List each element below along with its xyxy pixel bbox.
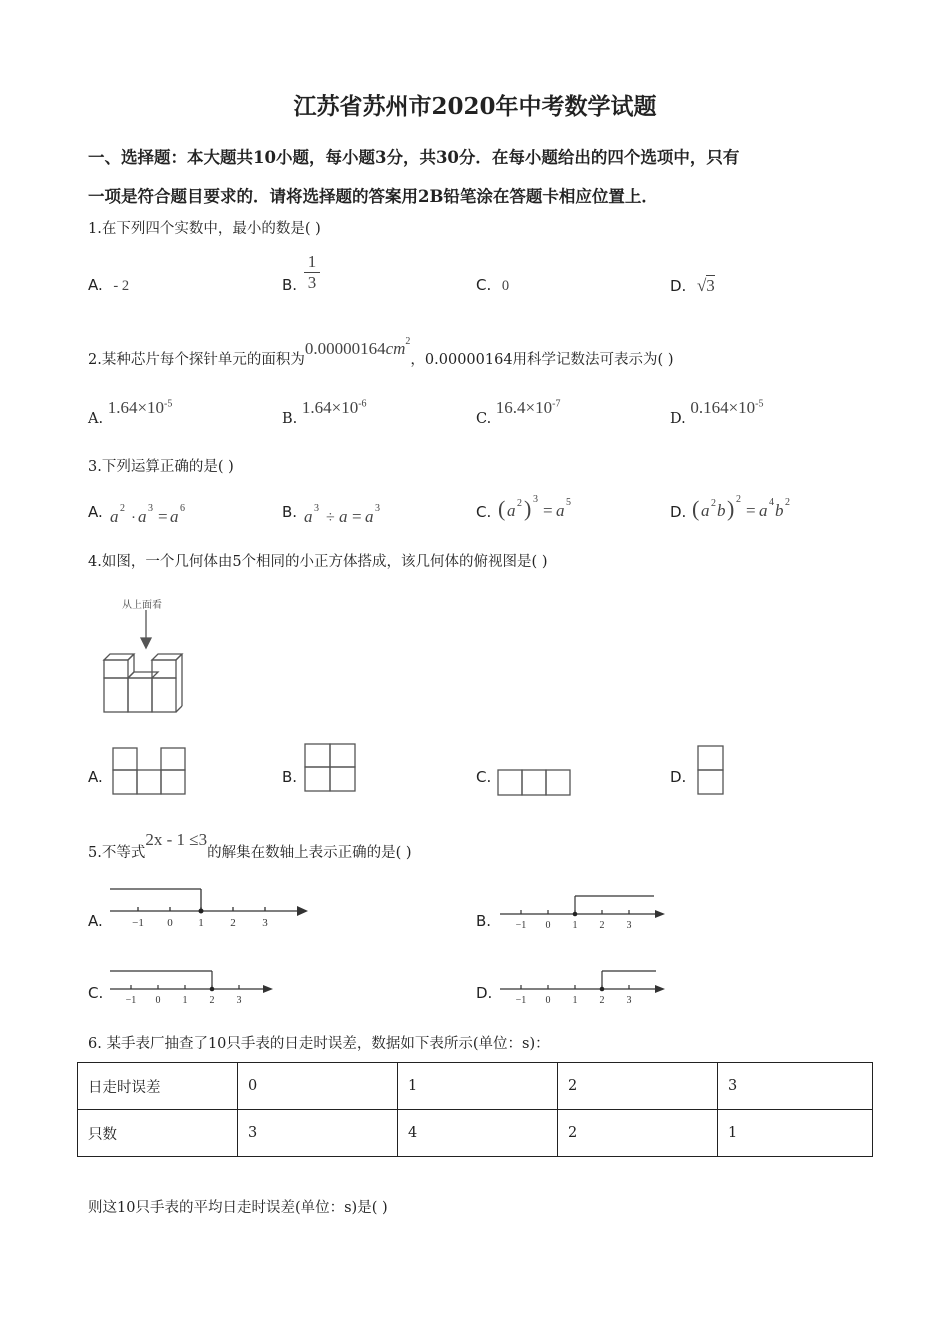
q1-option-b[interactable] (282, 276, 297, 294)
option-label: A. (88, 912, 103, 930)
q1-c-value: 0 (501, 278, 510, 294)
tick-label: −1 (132, 917, 144, 929)
q1-stem: 1.在下列四个实数中，最小的数是( ) (88, 221, 321, 237)
q2-option-b[interactable] (282, 398, 367, 428)
tick-label: 2 (209, 995, 215, 1006)
option-label: C. (476, 276, 492, 294)
table-cell: 0 (238, 1063, 398, 1110)
q3-c-formula (496, 490, 586, 530)
q2-option-a[interactable] (88, 398, 173, 428)
tick-label: −1 (125, 995, 137, 1006)
option-label: D. (670, 503, 687, 521)
svg-text:b: b (717, 501, 726, 520)
svg-text:2: 2 (785, 497, 790, 508)
q1-option-c[interactable] (476, 276, 509, 295)
svg-text:a: a (304, 507, 313, 526)
table-cell: 1 (718, 1110, 873, 1157)
option-label: A. (88, 768, 103, 786)
tick-label: 1 (198, 917, 204, 929)
option-label: D. (670, 277, 687, 295)
svg-text:a: a (138, 507, 147, 526)
svg-text:): ) (524, 496, 532, 521)
q4-option-a[interactable] (88, 768, 103, 786)
svg-text:): ) (727, 496, 735, 521)
q2-stem-post: ，0.00000164用科学记数法可表示为( ) (410, 352, 674, 368)
times-ten: ×10 (728, 398, 756, 417)
q5-stem-pre: 5.不等式 (88, 845, 146, 861)
q6-stem: 6. 某手表厂抽查了10只手表的日走时误差，数据如下表所示(单位：s)： (88, 1036, 550, 1052)
option-label: D. (670, 411, 686, 427)
q5-a-numberline (105, 882, 315, 932)
svg-text:3: 3 (533, 494, 538, 505)
option-label: B. (282, 276, 298, 294)
option-label: A. (88, 411, 104, 427)
tick-label: 3 (626, 920, 632, 931)
q5-option-b[interactable] (476, 912, 491, 930)
svg-text:a: a (701, 501, 710, 520)
svg-text:a: a (556, 501, 565, 520)
tick-label: 2 (230, 917, 236, 929)
table-cell: 2 (558, 1063, 718, 1110)
q4-stem: 4.如图，一个几何体由5个相同的小正方体搭成，该几何体的俯视图是( ) (88, 554, 548, 570)
mantissa: 1.64 (107, 398, 138, 417)
q5-stem-post: 的解集在数轴上表示正确的是( ) (207, 845, 412, 861)
svg-text:2: 2 (120, 503, 125, 514)
q3-a-formula (108, 498, 198, 530)
tick-label: −1 (515, 920, 527, 931)
svg-text:a: a (110, 507, 119, 526)
q4-b-view (304, 743, 358, 793)
tick-label: 0 (545, 995, 551, 1006)
option-label: C. (88, 984, 104, 1002)
q2-unit-exp: 2 (405, 336, 411, 348)
option-label: C. (476, 411, 492, 427)
fraction-numerator: 1 (304, 252, 320, 273)
svg-text:=: = (158, 507, 168, 526)
q1-b-fraction (304, 252, 320, 293)
option-label: C. (476, 503, 492, 521)
option-label: A. (88, 276, 103, 294)
tick-label: 3 (262, 917, 268, 929)
svg-text:a: a (170, 507, 179, 526)
svg-text:a: a (507, 501, 516, 520)
q6-followup: 则这10只手表的平均日走时误差(单位：s)是( ) (88, 1200, 388, 1216)
option-label: D. (670, 768, 687, 786)
table-cell: 3 (238, 1110, 398, 1157)
svg-text:6: 6 (180, 503, 185, 514)
option-label: D. (476, 984, 493, 1002)
q2-option-d[interactable] (670, 398, 764, 428)
svg-text:(: ( (692, 496, 700, 521)
tick-label: 0 (155, 995, 161, 1006)
q4-option-d[interactable] (670, 768, 686, 786)
exponent: -7 (552, 398, 561, 410)
q5-option-c[interactable] (88, 984, 103, 1002)
svg-text:2: 2 (736, 494, 741, 505)
q3-b-formula (302, 498, 392, 530)
tick-label: 3 (236, 995, 242, 1006)
section-header-line2: 一项是符合题目要求的．请将选择题的答案用2B铅笔涂在答题卡相应位置上． (88, 187, 658, 206)
table-row (78, 1063, 873, 1110)
table-cell: 只数 (78, 1110, 238, 1157)
svg-text:2: 2 (711, 498, 716, 509)
q1-d-radicand: 3 (706, 276, 715, 295)
section-header-line1: 一、选择题：本大题共10小题，每小题3分，共30分．在每小题给出的四个选项中，只有 (88, 148, 740, 167)
q1-option-a[interactable] (88, 276, 129, 295)
tick-label: 0 (545, 920, 551, 931)
svg-text:b: b (775, 501, 784, 520)
svg-text:(: ( (498, 496, 506, 521)
q5-d-numberline (498, 967, 670, 1009)
exponent: -5 (755, 398, 764, 410)
error-table (77, 1062, 873, 1157)
q3-d-formula (690, 490, 810, 530)
svg-text:÷: ÷ (326, 509, 335, 526)
mantissa: 0.164 (690, 398, 729, 417)
svg-text:=: = (543, 501, 553, 520)
q2-value: 0.00000164 (304, 339, 386, 358)
tick-label: 1 (182, 995, 188, 1006)
q2-stem (88, 336, 674, 369)
tick-label: 3 (626, 995, 632, 1006)
q2-option-c[interactable] (476, 398, 561, 428)
q4-option-c[interactable] (476, 768, 491, 786)
table-cell: 日走时误差 (78, 1063, 238, 1110)
svg-text:3: 3 (314, 503, 319, 514)
option-label: B. (282, 503, 298, 521)
exponent: -5 (164, 398, 173, 410)
mantissa: 1.64 (301, 398, 332, 417)
q4-d-view (697, 745, 725, 797)
q5-b-numberline (498, 892, 670, 934)
q5-option-a[interactable] (88, 912, 103, 930)
q4-a-view (112, 747, 190, 797)
q3-stem: 3.下列运算正确的是( ) (88, 459, 234, 475)
q3-option-a[interactable] (88, 503, 103, 521)
q2-unit: cm (385, 339, 406, 358)
page-title: 江苏省苏州市2020年中考数学试题 (293, 93, 657, 120)
q5-option-d[interactable] (476, 984, 492, 1002)
svg-text:2: 2 (517, 498, 522, 509)
q5-inequality: 2x - 1 ≤3 (145, 830, 208, 849)
table-cell: 1 (398, 1063, 558, 1110)
exponent: -6 (358, 398, 367, 410)
tick-label: 2 (599, 995, 605, 1006)
q3-option-b[interactable] (282, 503, 297, 521)
svg-text:3: 3 (148, 503, 153, 514)
q1-a-value: - 2 (113, 278, 130, 294)
q4-view-label: 从上面看 (122, 600, 162, 611)
tick-label: 2 (599, 920, 605, 931)
tick-label: 1 (572, 995, 578, 1006)
times-ten: ×10 (331, 398, 359, 417)
q3-option-c[interactable] (476, 503, 491, 521)
tick-label: 0 (167, 917, 173, 929)
svg-text:a: a (339, 507, 348, 526)
q4-c-view (497, 769, 573, 797)
tick-label: −1 (515, 995, 527, 1006)
option-label: C. (476, 768, 492, 786)
svg-text:3: 3 (375, 503, 380, 514)
q4-option-b[interactable] (282, 768, 297, 786)
table-cell: 2 (558, 1110, 718, 1157)
svg-text:a: a (759, 501, 768, 520)
table-cell: 3 (718, 1063, 873, 1110)
table-row (78, 1110, 873, 1157)
q1-d-radical: √ (696, 276, 707, 295)
fraction-denominator: 3 (307, 273, 317, 292)
tick-label: 1 (572, 920, 578, 931)
svg-text:=: = (352, 507, 362, 526)
option-label: A. (88, 503, 103, 521)
option-label: B. (476, 912, 492, 930)
q4-cube-figure (100, 608, 192, 716)
svg-text:=: = (746, 501, 756, 520)
q3-option-d[interactable] (670, 503, 686, 521)
option-label: B. (282, 768, 298, 786)
table-cell: 4 (398, 1110, 558, 1157)
times-ten: ×10 (525, 398, 553, 417)
option-label: B. (282, 411, 298, 427)
q5-c-numberline (106, 967, 278, 1009)
q1-option-d[interactable] (670, 276, 715, 296)
svg-text:4: 4 (769, 497, 774, 508)
q2-stem-pre: 2.某种芯片每个探针单元的面积为 (88, 352, 305, 368)
svg-text:·: · (131, 510, 136, 526)
times-ten: ×10 (137, 398, 165, 417)
svg-text:a: a (365, 507, 374, 526)
svg-text:5: 5 (566, 497, 571, 508)
q5-stem (88, 830, 412, 862)
mantissa: 16.4 (495, 398, 526, 417)
